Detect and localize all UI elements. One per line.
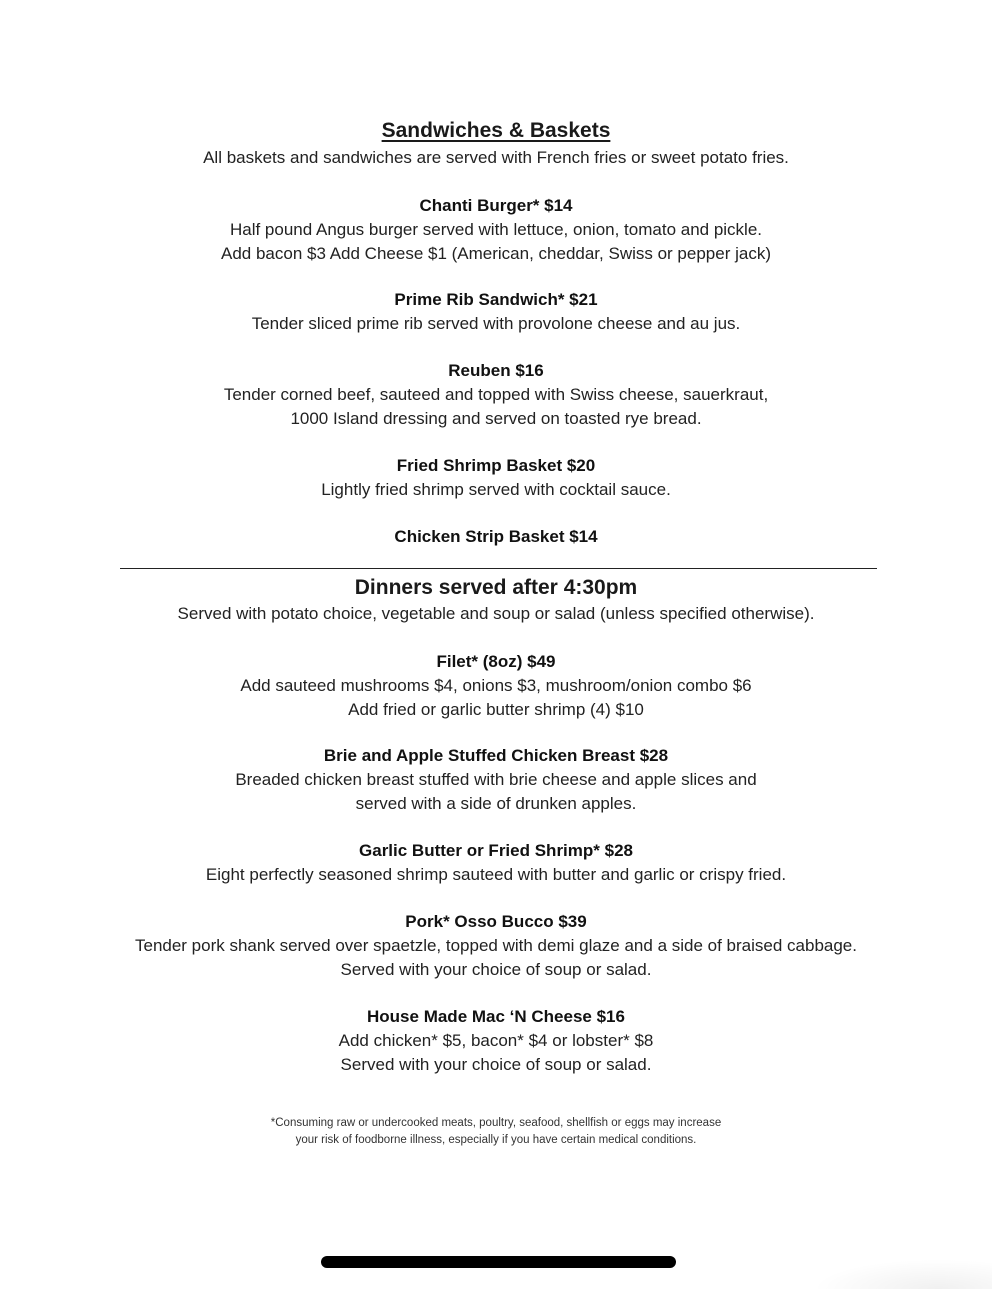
menu-item-title: Fried Shrimp Basket $20 [396,456,596,475]
menu-item-description: Half pound Angus burger served with lettuce, onion, tomato and pickle. [229,220,763,239]
menu-item-title: House Made Mac ‘N Cheese $16 [367,1007,625,1026]
menu-item-description: Add chicken* $5, bacon* $4 or lobster* $8 [338,1031,654,1050]
disclaimer-line: your risk of foodborne illness, especially if you have certain medical conditions. [295,1134,697,1146]
corner-shadow [812,1259,992,1289]
menu-item-description: Tender corned beef, sauteed and topped with Swiss cheese, sauerkraut, [223,385,769,404]
home-indicator-bar[interactable] [321,1256,676,1268]
menu-item-fried-shrimp-basket [0,454,992,502]
menu-item-mac-n-cheese [0,1005,992,1077]
menu-item-title: Garlic Butter or Fried Shrimp* $28 [359,841,633,860]
menu-item-title: Pork* Osso Bucco $39 [405,912,587,931]
menu-item-garlic-butter-shrimp [0,839,992,887]
disclaimer-line: *Consuming raw or undercooked meats, poultry, seafood, shellfish or eggs may increase [270,1117,722,1129]
dinners-section-title: Dinners served after 4:30pm [354,576,638,599]
menu-item-chanti-burger [0,194,992,266]
menu-item-description: Breaded chicken breast stuffed with brie cheese and apple slices and [235,770,757,789]
dinners-section-subtitle: Served with potato choice, vegetable and soup or salad (unless specified otherwise). [177,604,815,623]
menu-item-pork-osso-bucco [0,910,992,982]
sandwiches-section-title: Sandwiches & Baskets [381,119,611,142]
menu-item-description: Eight perfectly seasoned shrimp sauteed with butter and garlic or crispy fried. [205,865,787,884]
menu-item-filet [0,650,992,722]
menu-item-description: Served with your choice of soup or salad. [340,960,652,979]
menu-item-prime-rib-sandwich [0,288,992,336]
menu-item-title: Reuben $16 [448,361,544,380]
menu-item-description: Served with your choice of soup or salad. [340,1055,652,1074]
menu-item-description: Tender sliced prime rib served with provolone cheese and au jus. [251,314,741,333]
menu-item-description: Add fried or garlic butter shrimp (4) $10 [348,700,644,719]
menu-item-description: Tender pork shank served over spaetzle, topped with demi glaze and a side of braised cabbage. [134,936,857,955]
menu-item-description: served with a side of drunken apples. [355,794,637,813]
sandwiches-section-subtitle: All baskets and sandwiches are served with French fries or sweet potato fries. [203,148,789,167]
menu-item-title: Chicken Strip Basket $14 [394,527,598,546]
menu-item-brie-apple-chicken [0,744,992,816]
section-divider [120,568,877,569]
menu-item-description: Add sauteed mushrooms $4, onions $3, mushroom/onion combo $6 [240,676,752,695]
menu-item-title: Prime Rib Sandwich* $21 [394,290,598,309]
menu-item-title: Chanti Burger* $14 [419,196,573,215]
menu-item-title: Filet* (8oz) $49 [436,652,556,671]
menu-item-title: Brie and Apple Stuffed Chicken Breast $28 [323,746,669,765]
menu-item-reuben [0,359,992,431]
menu-item-description: Add bacon $3 Add Cheese $1 (American, cheddar, Swiss or pepper jack) [221,244,771,263]
menu-item-chicken-strip-basket [0,525,992,549]
menu-item-description: 1000 Island dressing and served on toasted rye bread. [290,409,702,428]
menu-item-description: Lightly fried shrimp served with cocktail sauce. [321,480,671,499]
food-safety-disclaimer [0,1115,992,1149]
